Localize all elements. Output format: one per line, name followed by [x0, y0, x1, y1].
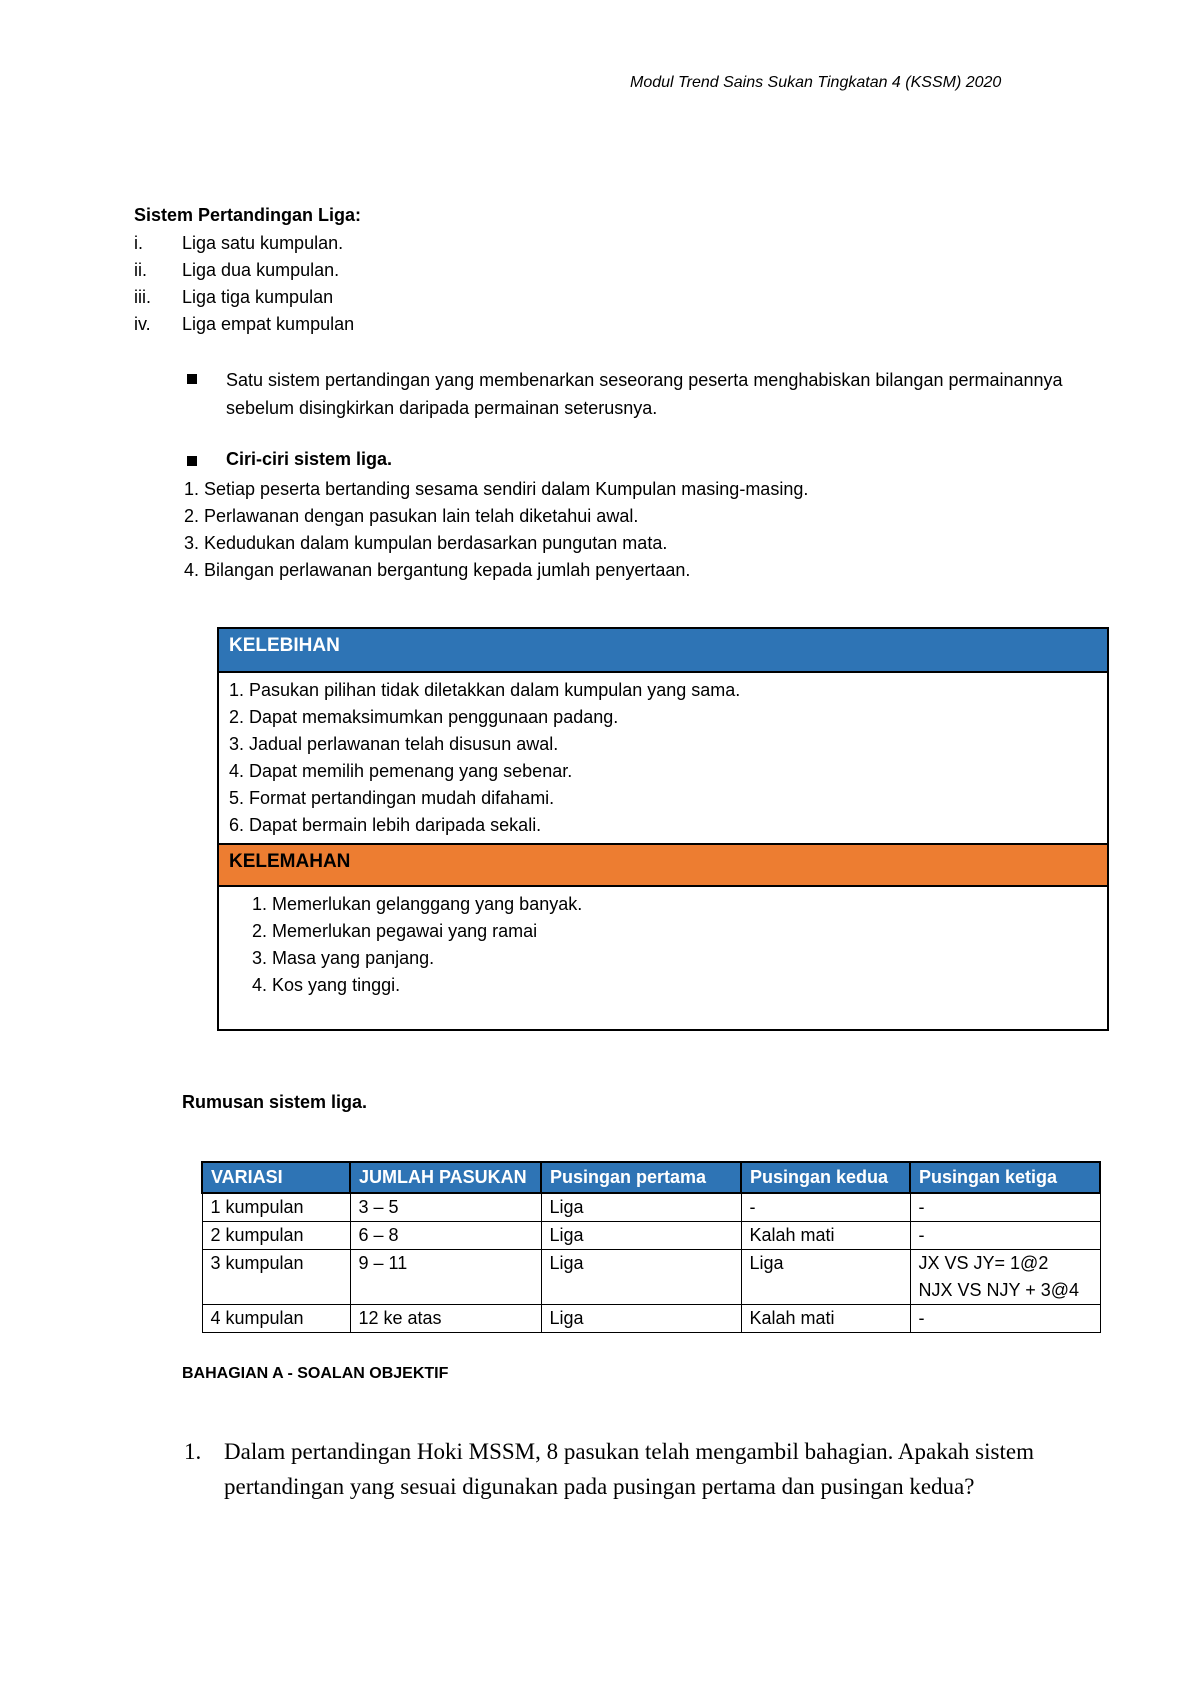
column-header: Pusingan pertama [541, 1162, 741, 1193]
column-header: Pusingan ketiga [910, 1162, 1100, 1193]
table-row [202, 1222, 1100, 1250]
list-item: ii. Liga dua kumpulan. [134, 260, 340, 280]
list-item: 2. Memerlukan pegawai yang ramai [252, 921, 538, 941]
question-text: Dalam pertandingan Hoki MSSM, 8 pasukan telah mengambil bahagian. Apakah sistem pertandingan yang sesuai digunakan pada pusingan pertama dan pusingan kedua? [224, 1439, 1034, 1499]
list-item: 4. Dapat memilih pemenang yang sebenar. [229, 761, 573, 781]
table-cell: Kalah mati [741, 1305, 910, 1333]
table-cell: - [910, 1305, 1100, 1333]
list-item: i. Liga satu kumpulan. [134, 233, 344, 253]
list-item: 3. Kedudukan dalam kumpulan berdasarkan pungutan mata. [184, 533, 668, 553]
table-header-row [202, 1162, 1100, 1193]
list-item: 1. Setiap peserta bertanding sesama sendiri dalam Kumpulan masing-masing. [184, 479, 809, 499]
ciri-list [184, 476, 808, 584]
table-row [202, 1305, 1100, 1333]
table-cell: 9 – 11 [350, 1250, 541, 1305]
cell-line: JX VS JY= 1@2 [918, 1253, 1049, 1273]
question-number: 1. [184, 1439, 202, 1464]
list-item: 4. Kos yang tinggi. [252, 975, 401, 995]
kelebihan-kelemahan-box [217, 627, 1109, 1031]
table-cell: 12 ke atas [350, 1305, 541, 1333]
kelemahan-header: KELEMAHAN [219, 843, 1107, 887]
table-cell: - [910, 1193, 1100, 1222]
section-title: Sistem Pertandingan Liga: [134, 205, 362, 225]
kelebihan-header: KELEBIHAN [219, 629, 1107, 673]
table-cell: - [910, 1222, 1100, 1250]
roman-list [134, 230, 354, 338]
bullet-text-ciri: Ciri-ciri sistem liga. [226, 449, 393, 469]
list-item: iii. Liga tiga kumpulan [134, 287, 334, 307]
table-cell: Liga [741, 1250, 910, 1305]
table-cell: 4 kumpulan [202, 1305, 350, 1333]
table-cell: 3 kumpulan [202, 1250, 350, 1305]
table-cell [910, 1250, 1100, 1305]
list-item: 1. Pasukan pilihan tidak diletakkan dalam kumpulan yang sama. [229, 680, 741, 700]
question-1 [184, 1434, 1084, 1504]
table-cell: - [741, 1193, 910, 1222]
table-cell: 2 kumpulan [202, 1222, 350, 1250]
list-item: 3. Jadual perlawanan telah disusun awal. [229, 734, 559, 754]
table-cell: 1 kumpulan [202, 1193, 350, 1222]
list-item: 6. Dapat bermain lebih daripada sekali. [229, 815, 542, 835]
cell-line: NJX VS NJY + 3@4 [918, 1280, 1080, 1300]
column-header: JUMLAH PASUKAN [350, 1162, 541, 1193]
table-cell: Liga [541, 1305, 741, 1333]
table-row [202, 1193, 1100, 1222]
kelebihan-list [229, 677, 740, 839]
list-item: 3. Masa yang panjang. [252, 948, 435, 968]
kelemahan-list [252, 891, 582, 999]
list-item: 1. Memerlukan gelanggang yang banyak. [252, 894, 583, 914]
column-header: VARIASI [202, 1162, 350, 1193]
table-cell: Liga [541, 1193, 741, 1222]
page-header: Modul Trend Sains Sukan Tingkatan 4 (KSSM) 2020 [630, 74, 1002, 91]
table-cell: 6 – 8 [350, 1222, 541, 1250]
list-item: 5. Format pertandingan mudah difahami. [229, 788, 555, 808]
list-item: iv. Liga empat kumpulan [134, 314, 355, 334]
table-cell: 3 – 5 [350, 1193, 541, 1222]
list-item: 2. Dapat memaksimumkan penggunaan padang. [229, 707, 619, 727]
table-cell: Kalah mati [741, 1222, 910, 1250]
square-bullet-icon [187, 374, 197, 384]
bullet-text-definition: Satu sistem pertandingan yang membenarkan seseorang peserta menghabiskan bilangan permainannya sebelum disingkirkan daripada permainan seterusnya. [226, 370, 1063, 418]
rumusan-table [201, 1161, 1101, 1333]
rumusan-title: Rumusan sistem liga. [182, 1092, 368, 1112]
column-header: Pusingan kedua [741, 1162, 910, 1193]
table-row [202, 1250, 1100, 1305]
square-bullet-icon [187, 456, 197, 466]
list-item: 2. Perlawanan dengan pasukan lain telah diketahui awal. [184, 506, 639, 526]
table-cell: Liga [541, 1222, 741, 1250]
section-heading: BAHAGIAN A - SOALAN OBJEKTIF [182, 1365, 449, 1382]
table-cell: Liga [541, 1250, 741, 1305]
list-item: 4. Bilangan perlawanan bergantung kepada jumlah penyertaan. [184, 560, 691, 580]
